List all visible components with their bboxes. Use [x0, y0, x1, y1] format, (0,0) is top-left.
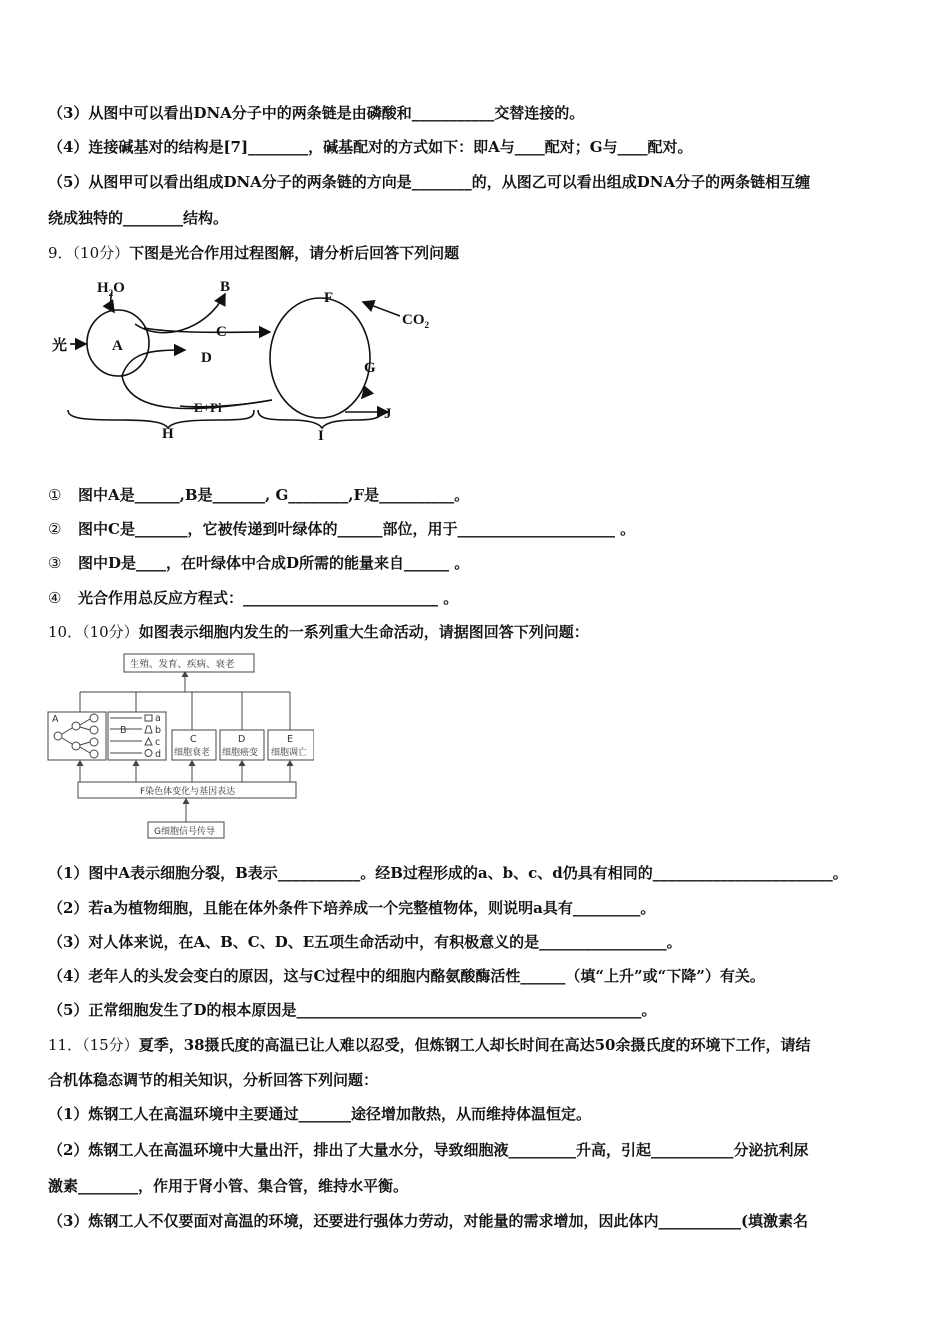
q10-part-2: （2）若a为植物细胞，且能在体外条件下培养成一个完整植物体，则说明a具有_________。 — [48, 899, 656, 917]
q11-part-3: （3）炼钢工人不仅要面对高温的环境，还要进行强体力劳动，对能量的需求增加，因此体内___________(填激素名 — [48, 1212, 809, 1230]
box-E-text: 细胞凋亡 — [271, 748, 308, 758]
q8-part5-line2: 绕成独特的________结构。 — [48, 209, 229, 227]
h2o-h-label: H — [97, 280, 109, 296]
q9-score: （10分） — [72, 244, 130, 262]
svg-text:CO2 — [402, 312, 430, 330]
top-box-label: 生殖、发育、疾病、衰老 — [130, 659, 235, 670]
q10-number: 10． — [48, 623, 83, 641]
q8-part4: （4）连接碱基对的结构是[7]________，碱基配对的方式如下：即A与____配对；G与____配对。 — [48, 138, 693, 156]
q10-heading — [48, 621, 589, 642]
label-A: A — [112, 338, 123, 354]
label-B: B — [220, 279, 231, 295]
label-a: a — [155, 713, 161, 724]
label-b: b — [155, 725, 162, 736]
q9-prompt: 下图是光合作用过程图解，请分析后回答下列问题 — [129, 244, 460, 262]
h2o-o-label: O — [113, 280, 125, 296]
q9-number: 9． — [48, 244, 73, 262]
box-A-label: A — [52, 714, 59, 725]
q10-part-4: （4）老年人的头发会变白的原因，这与C过程中的细胞内酪氨酸酶活性______（填“上升”或“下降”）有关。 — [48, 967, 765, 985]
arrow-B-label: B — [120, 725, 127, 736]
q10-prompt: 如图表示细胞内发生的一系列重大生命活动，请据图回答下列问题： — [138, 623, 589, 641]
label-J: J — [384, 406, 392, 422]
label-H: H — [162, 426, 174, 442]
label-c: c — [155, 737, 161, 748]
q8-part3: （3）从图中可以看出DNA分子中的两条链是由磷酸和___________交替连接的。 — [48, 104, 585, 122]
q10-score: （10分） — [82, 623, 139, 641]
label-I: I — [318, 428, 324, 444]
q11-heading — [48, 1034, 810, 1055]
label-d: d — [155, 749, 162, 760]
co2-sub-label: 2 — [424, 320, 429, 330]
box-D-letter: D — [238, 734, 246, 745]
q10-part-5: （5）正常细胞发生了D的根本原因是______________________________________________。 — [48, 1001, 657, 1019]
q11-prompt-line2: 合机体稳态调节的相关知识，分析回答下列问题： — [48, 1071, 379, 1089]
box-C-letter: C — [190, 734, 197, 745]
label-F: F — [324, 290, 334, 306]
co2-label: CO — [402, 312, 425, 328]
q11-prompt-line1: 夏季，38摄氏度的高温已让人难以忍受，但炼钢工人却长时间在高达50余摄氏度的环境下工作，请结 — [138, 1036, 811, 1054]
q9-item-2: ② 图中C是_______，它被传递到叶绿体的______部位，用于_____________________ 。 — [48, 520, 636, 538]
box-D-text: 细胞癌变 — [222, 748, 259, 758]
q9-heading — [48, 242, 459, 263]
label-E-Pi: E+Pi — [194, 400, 222, 415]
q11-score: （15分） — [82, 1036, 139, 1054]
q10-part-1: （1）图中A表示细胞分裂，B表示___________。经B过程形成的a、b、c、d仍具有相同的________________________。 — [48, 864, 848, 882]
q9-item-4: ④ 光合作用总反应方程式：__________________________ 。 — [48, 589, 459, 607]
q11-number: 11． — [48, 1036, 83, 1054]
box-C-text: 细胞衰老 — [174, 748, 211, 758]
q9-item-1: ① 图中A是______,B是_______, G________,F是__________。 — [48, 486, 470, 504]
photosynthesis-diagram — [40, 272, 460, 452]
label-D: D — [201, 350, 212, 366]
q11-part-1: （1）炼钢工人在高温环境中主要通过_______途径增加散热，从而维持体温恒定。 — [48, 1105, 591, 1123]
q8-part5-line1: （5）从图甲可以看出组成DNA分子的两条链的方向是________的，从图乙可以看出组成DNA分子的两条链相互缠 — [48, 173, 811, 191]
cell-activity-diagram — [44, 650, 314, 845]
q11-part-2-line2: 激素________，作用于肾小管、集合管，维持水平衡。 — [48, 1177, 409, 1195]
q10-part-3: （3）对人体来说，在A、B、C、D、E五项生命活动中，有积极意义的是_________________。 — [48, 933, 682, 951]
label-light: 光 — [52, 338, 68, 354]
svg-text:H2O — [97, 280, 125, 298]
h2o-sub-label: 2 — [108, 288, 114, 298]
label-C: C — [216, 324, 227, 340]
label-G: G — [364, 360, 376, 376]
q9-item-3: ③ 图中D是____，在叶绿体中合成D所需的能量来自______ 。 — [48, 554, 470, 572]
box-E-letter: E — [287, 734, 294, 745]
q11-part-2-line1: （2）炼钢工人在高温环境中大量出汗，排出了大量水分，导致细胞液_________升高，引起___________分泌抗利尿 — [48, 1141, 809, 1159]
box-G-label: G细胞信号传导 — [154, 827, 215, 837]
box-F-label: F染色体变化与基因表达 — [140, 787, 236, 797]
